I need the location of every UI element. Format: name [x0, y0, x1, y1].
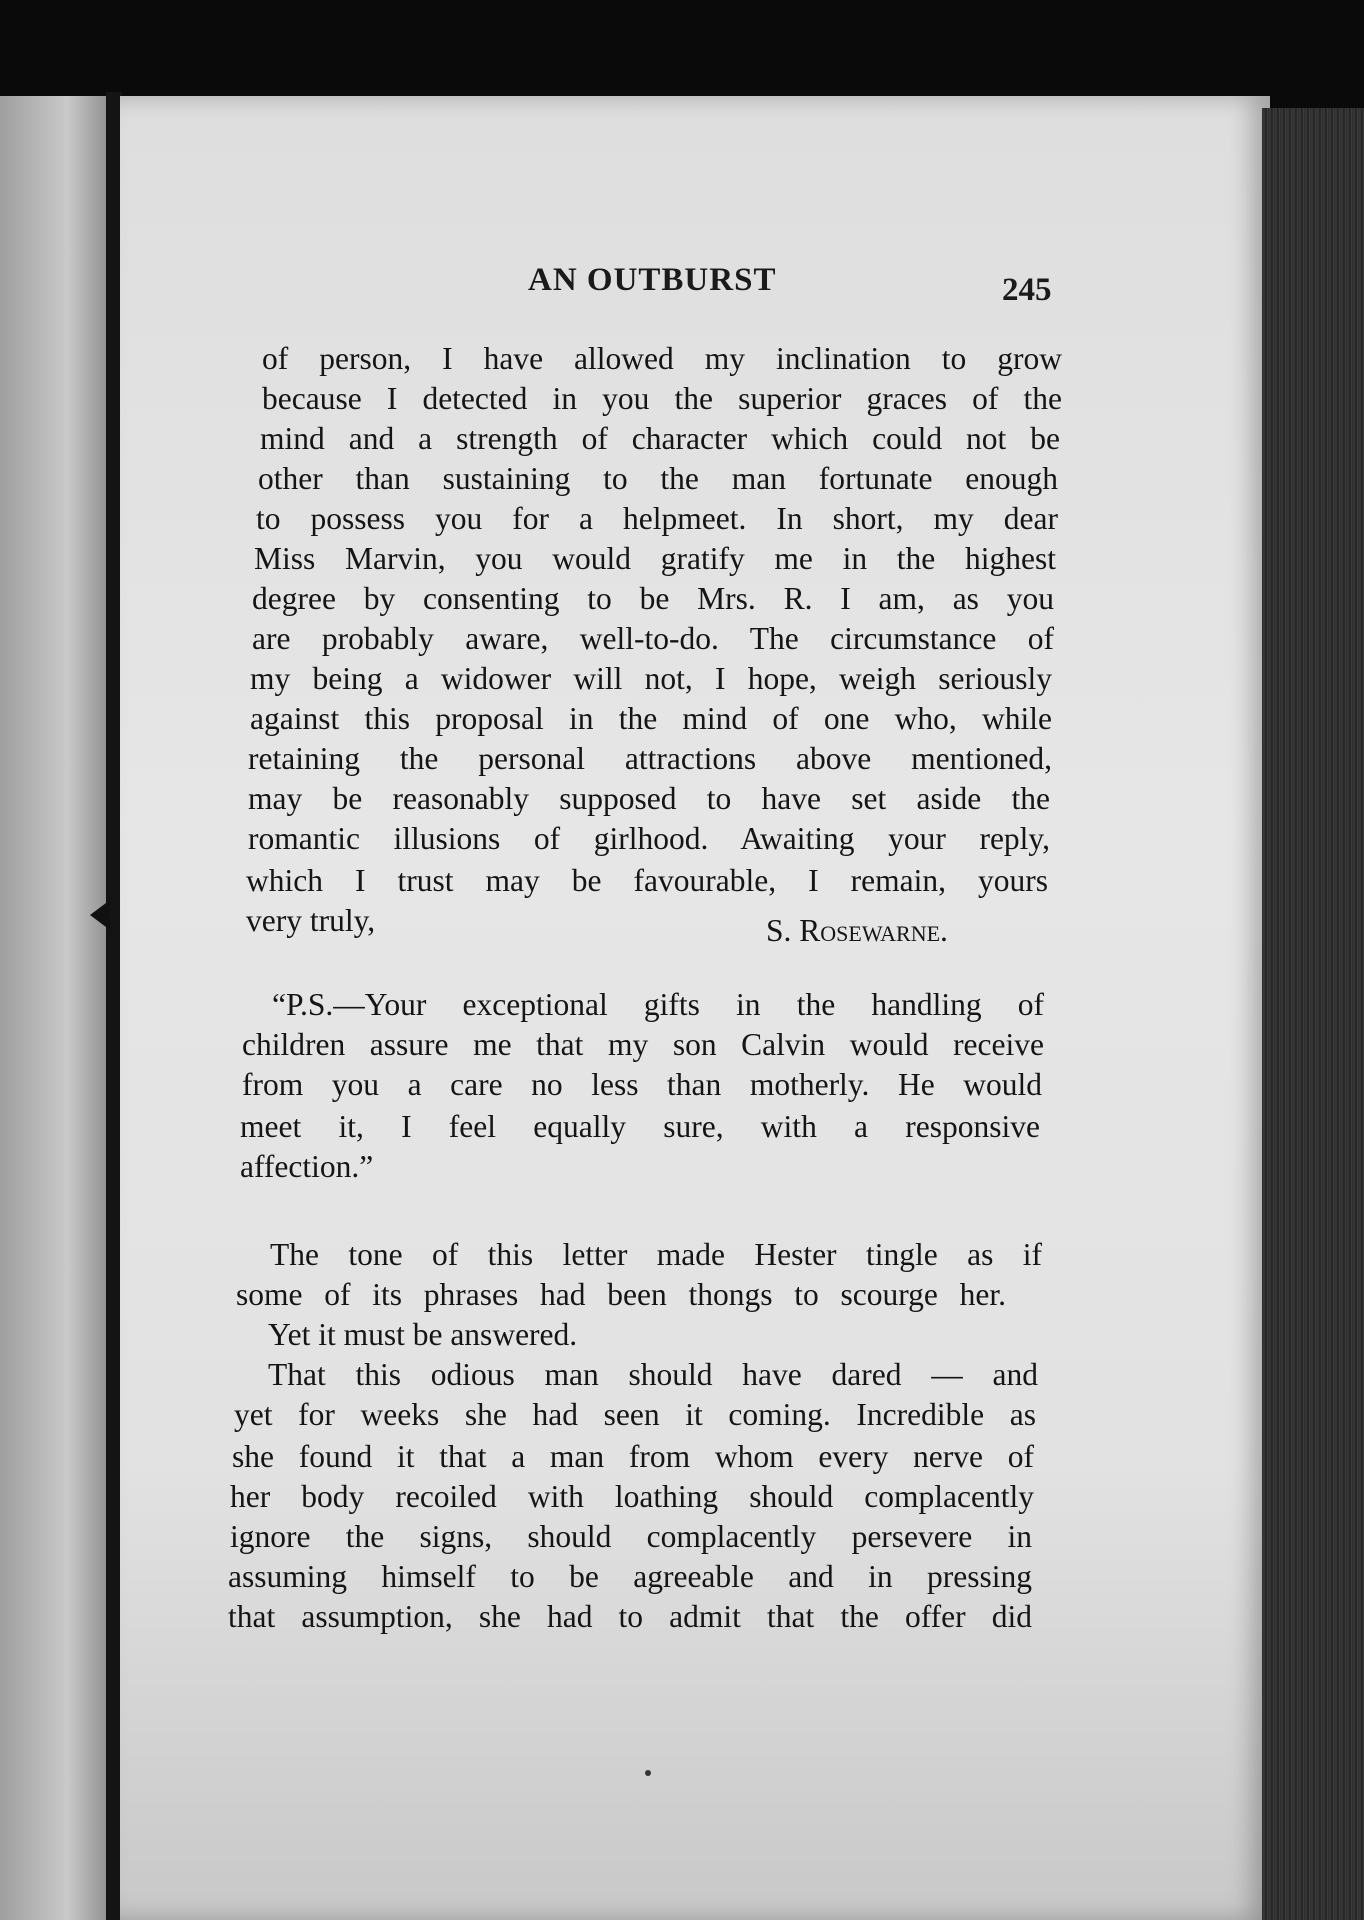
narrative-line: her body recoiled with loathing should complacently [230, 1479, 1034, 1514]
narrative-line: she found it that a man from whom every nerve of [232, 1439, 1034, 1474]
letter-line: against this proposal in the mind of one who, while [250, 701, 1052, 736]
page-stack-edge [1262, 108, 1364, 1920]
page-dot [645, 1770, 651, 1776]
letter-line: because I detected in you the superior graces of the [262, 381, 1062, 416]
postscript-line: “P.S.—Your exceptional gifts in the handling of [272, 987, 1044, 1022]
narrative-line: yet for weeks she had seen it coming. Incredible as [234, 1397, 1036, 1432]
letter-line: retaining the personal attractions above mentioned, [248, 741, 1052, 776]
letter-line: may be reasonably supposed to have set aside the [248, 781, 1050, 816]
letter-signature: S. Rosewarne. [766, 913, 948, 948]
letter-closing: very truly, [246, 903, 376, 938]
letter-line: romantic illusions of girlhood. Awaiting your reply, [248, 821, 1050, 856]
letter-line: mind and a strength of character which could not be [260, 421, 1060, 456]
postscript-line: affection.” [240, 1149, 374, 1184]
postscript-line: meet it, I feel equally sure, with a responsive [240, 1109, 1040, 1144]
letter-line: which I trust may be favourable, I remain, yours [246, 863, 1048, 898]
narrative-line: some of its phrases had been thongs to scourge her. [236, 1277, 1006, 1312]
narrative-line: Yet it must be answered. [268, 1317, 578, 1352]
postscript-line: children assure me that my son Calvin would receive [242, 1027, 1044, 1062]
letter-line: my being a widower will not, I hope, weigh seriously [250, 661, 1052, 696]
letter-line: other than sustaining to the man fortunate enough [258, 461, 1058, 496]
narrative-line: That this odious man should have dared — and [268, 1357, 1038, 1392]
facing-page-edge [0, 96, 112, 1920]
running-head: AN OUTBURST [528, 262, 777, 298]
letter-line: are probably aware, well-to-do. The circumstance of [252, 621, 1054, 656]
narrative-line: that assumption, she had to admit that the offer did [228, 1599, 1032, 1634]
narrative-line: ignore the signs, should complacently persevere in [230, 1519, 1032, 1554]
narrative-line: The tone of this letter made Hester tingle as if [270, 1237, 1042, 1272]
letter-line: Miss Marvin, you would gratify me in the highest [254, 541, 1056, 576]
letter-line: of person, I have allowed my inclination to grow [262, 341, 1062, 376]
page-number: 245 [1002, 272, 1052, 308]
letter-line: degree by consenting to be Mrs. R. I am, as you [252, 581, 1054, 616]
narrative-line: assuming himself to be agreeable and in pressing [228, 1559, 1032, 1594]
postscript-line: from you a care no less than motherly. He would [242, 1067, 1042, 1102]
letter-line: to possess you for a helpmeet. In short, my dear [256, 501, 1058, 536]
